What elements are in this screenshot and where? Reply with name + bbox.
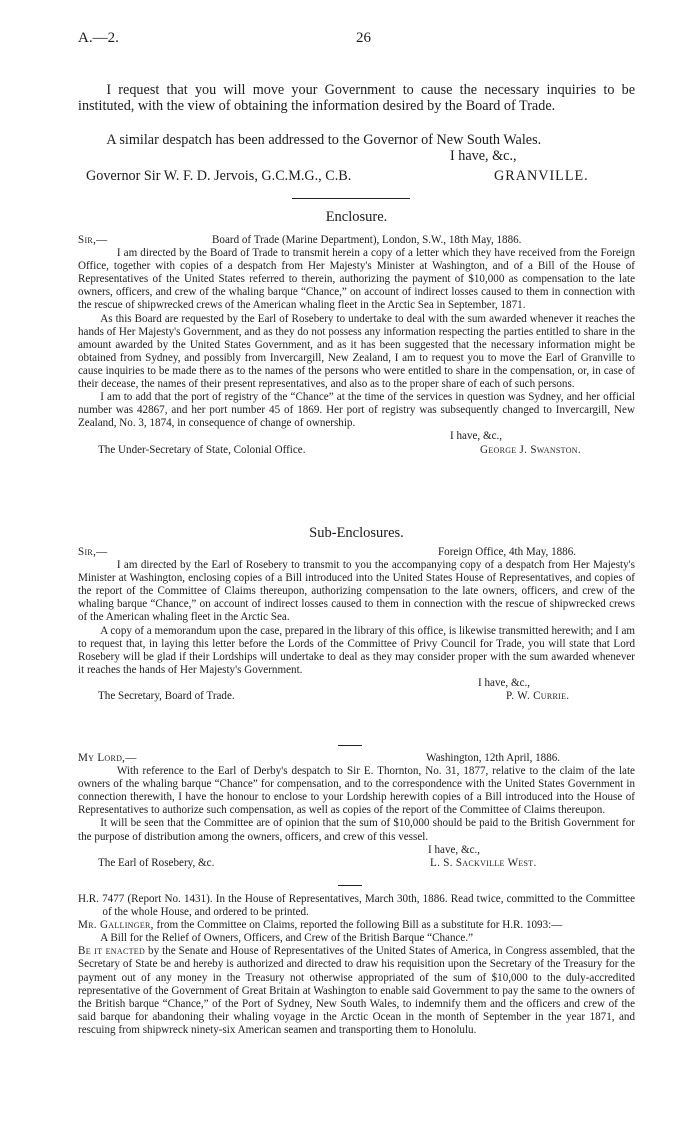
- enclosure-heading: Enclosure.: [325, 209, 388, 225]
- opening-addressee: Governor Sir W. F. D. Jervois, G.C.M.G., C.B.: [86, 168, 352, 184]
- enclosure-closing: I have, &c.,: [450, 430, 503, 443]
- bill-hr-line: H.R. 7477 (Report No. 1431). In the House of Representatives, March 30th, 1886. Read twice, committed to the Committee of the whole House, and ordered to be printed.: [78, 893, 635, 919]
- letter2-salutation: My Lord,—: [78, 752, 137, 764]
- sub-enclosure-letter-2: [78, 752, 635, 870]
- enclosure-paragraph-1: I am directed by the Board of Trade to transmit herein a copy of a letter which they have received from the Foreign Office, together with copies of a despatch from Her Majesty's Minister at Washington, and of a Bill of the House of Representatives of the United States referred to therein, authorizing the payment of $10,000 as compensation to the late owners, officers, and crew of the whaling barque “Chance,” on account of indirect losses caused to them in connection with the rescue of shipwrecked crews of the American whaling fleet in the Arctic Sea in September, 1871.: [78, 247, 635, 312]
- letter1-paragraph-2: A copy of a memorandum upon the case, prepared in the library of this office, is likewise transmitted herewith; and I am to request that, in laying this letter before the Lords of the Committee of Privy Council for Trade, you will state that Lord Rosebery will be glad if their Lordships will undertake to deal as they may consider proper with the sum awarded whenever it reaches the hands of Her Majesty's Government.: [78, 624, 635, 676]
- sub-enclosures-heading: Sub-Enclosures.: [309, 525, 404, 541]
- letter1-salutation: Sir,—: [78, 546, 108, 558]
- letter1-from-line: Foreign Office, 4th May, 1886.: [438, 546, 577, 558]
- sub-enclosure-letter-1: [78, 546, 635, 703]
- bill-reporter-paragraph: [78, 919, 635, 932]
- letter-divider-2: [338, 885, 362, 886]
- letter2-from-row: [78, 752, 635, 765]
- opening-section: [78, 82, 635, 130]
- letter2-paragraph-2: It will be seen that the Committee are of opinion that the sum of $10,000 should be paid to the British Government for the purpose of distribution among the owners, officers, and crew of this vessel.: [78, 817, 635, 843]
- enclosure-from-row: [78, 234, 635, 247]
- letter1-closing: I have, &c.,: [478, 676, 531, 689]
- bill-reporter-text: from the Committee on Claims, reported the following Bill as a substitute for H.R. 1093:—: [156, 919, 563, 932]
- letter2-addressee: The Earl of Rosebery, &c.: [98, 856, 215, 869]
- enclosure-signature-row: [78, 444, 635, 457]
- letter2-signature: L. S. Sackville West.: [430, 856, 537, 869]
- enclosure-closing-row: [78, 430, 635, 443]
- enclosure-letter: [78, 234, 635, 457]
- opening-closing: I have, &c.,: [450, 148, 517, 164]
- letter2-closing-row: [78, 844, 635, 857]
- document-reference: A.—2.: [78, 30, 119, 46]
- bill-enacting-paragraph: [78, 945, 635, 1037]
- page-number: 26: [356, 30, 371, 46]
- enclosure-paragraph-3: I am to add that the port of registry of the “Chance” at the time of the services in question was Sydney, and her official number was 42867, and her port number 45 of 1869. Her port of registry was subsequently changed to Invercargill, New Zealand, No. 3, 1874, in consequence of change of ownership.: [78, 391, 635, 430]
- bill-title: A Bill for the Relief of Owners, Officers, and Crew of the British Barque “Chance.”: [100, 932, 474, 945]
- bill-section: [78, 893, 635, 1037]
- letter1-addressee: The Secretary, Board of Trade.: [98, 690, 235, 703]
- opening-paragraph-1: I request that you will move your Government to cause the necessary inquiries to be instituted, with the view of obtaining the information desired by the Board of Trade.: [78, 82, 635, 114]
- letter1-paragraph-1: I am directed by the Earl of Rosebery to transmit to you the accompanying copy of a despatch from Her Majesty's Minister at Washington, enclosing copies of a Bill introduced into the United States House of Representatives, and copies of the report of the Committee of Claims thereupon, authorizing compensation to the late owners, officers, and crew of the whaling barque “Chance,” on account of indirect losses caused to them in connection with the rescue of shipwrecked crews of the American whaling fleet in the Arctic Sea.: [78, 559, 635, 624]
- opening-paragraph-2-block: [78, 132, 635, 148]
- opening-signature-row: [78, 168, 635, 186]
- letter2-signature-row: [78, 857, 635, 870]
- enclosure-from-line: Board of Trade (Marine Department), London, S.W., 18th May, 1886.: [212, 234, 522, 246]
- section-divider: [292, 198, 410, 199]
- enclosure-paragraph-2: As this Board are requested by the Earl of Rosebery to undertake to deal with the sum awarded whenever it reaches the hands of Her Majesty's Government, and as they do not possess any information respecting the parties entitled to share in the amount awarded by the United States Government, and as it has been suggested that the necessary information might be obtained from Sydney, and possibly from Invercargill, New Zealand, I am to request you to move the Earl of Granville to cause inquiries to be made there as to the names of the persons who were entitled to share in the compensation, or, in case of their decease, the names of their present representatives, and also as to the proper share of each of such persons.: [78, 312, 635, 391]
- enclosure-addressee: The Under-Secretary of State, Colonial Office.: [98, 443, 306, 456]
- letter2-closing: I have, &c.,: [428, 843, 481, 856]
- opening-signature: GRANVILLE.: [494, 168, 589, 184]
- letter-divider-1: [338, 745, 362, 746]
- enclosure-signature: George J. Swanston.: [480, 443, 581, 456]
- letter1-from-row: [78, 546, 635, 559]
- letter2-paragraph-1: With reference to the Earl of Derby's despatch to Sir E. Thornton, No. 31, 1877, relative to the claim of the late owners of the whaling barque “Chance” for compensation, and to the correspondence with the United States Government in connection therewith, I have the honour to enclose to your Lordship herewith copies of a Bill introduced into the House of Representatives to authorize such compensation, as well as copies of the report of the Committee of Claims thereupon.: [78, 765, 635, 817]
- bill-enacting-text: by the Senate and House of Representatives of the United States of America, in Congress assembled, that the Secretary of State be and hereby is authorized and directed to draw his requisition upon the Secretary of the Treasury for the payment out of any money in the Treasury not otherwise appropriated of the sum of $10,000 to the duly-accredited representative of the Government of Great Britain at Washington to enable said Government to pay the same to the owners of the British barque “Chance,” of the Port of Sydney, New South Wales, to indemnify them and the officers and crew of the said barque for abandoning their whaling voyage in the Arctic Ocean in the month of September in the year 1871, and rescuing from shipwreck ninety-six American seamen and transporting them to Honolulu.: [78, 945, 635, 1036]
- bill-enacting-lead: Be it enacted: [78, 945, 146, 958]
- bill-reporter-name: Mr. Gallinger,: [78, 919, 154, 932]
- page-header: [78, 30, 638, 50]
- letter1-signature: P. W. Currie.: [506, 690, 570, 703]
- letter1-signature-row: [78, 690, 635, 703]
- letter1-closing-row: [78, 677, 635, 690]
- enclosure-salutation: Sir,—: [78, 234, 108, 246]
- opening-closing-row: [78, 148, 635, 164]
- opening-paragraph-2-text: A similar despatch has been addressed to the Governor of New South Wales.: [106, 132, 542, 148]
- letter2-from-line: Washington, 12th April, 1886.: [426, 752, 561, 764]
- opening-paragraph-2-row: [78, 114, 635, 130]
